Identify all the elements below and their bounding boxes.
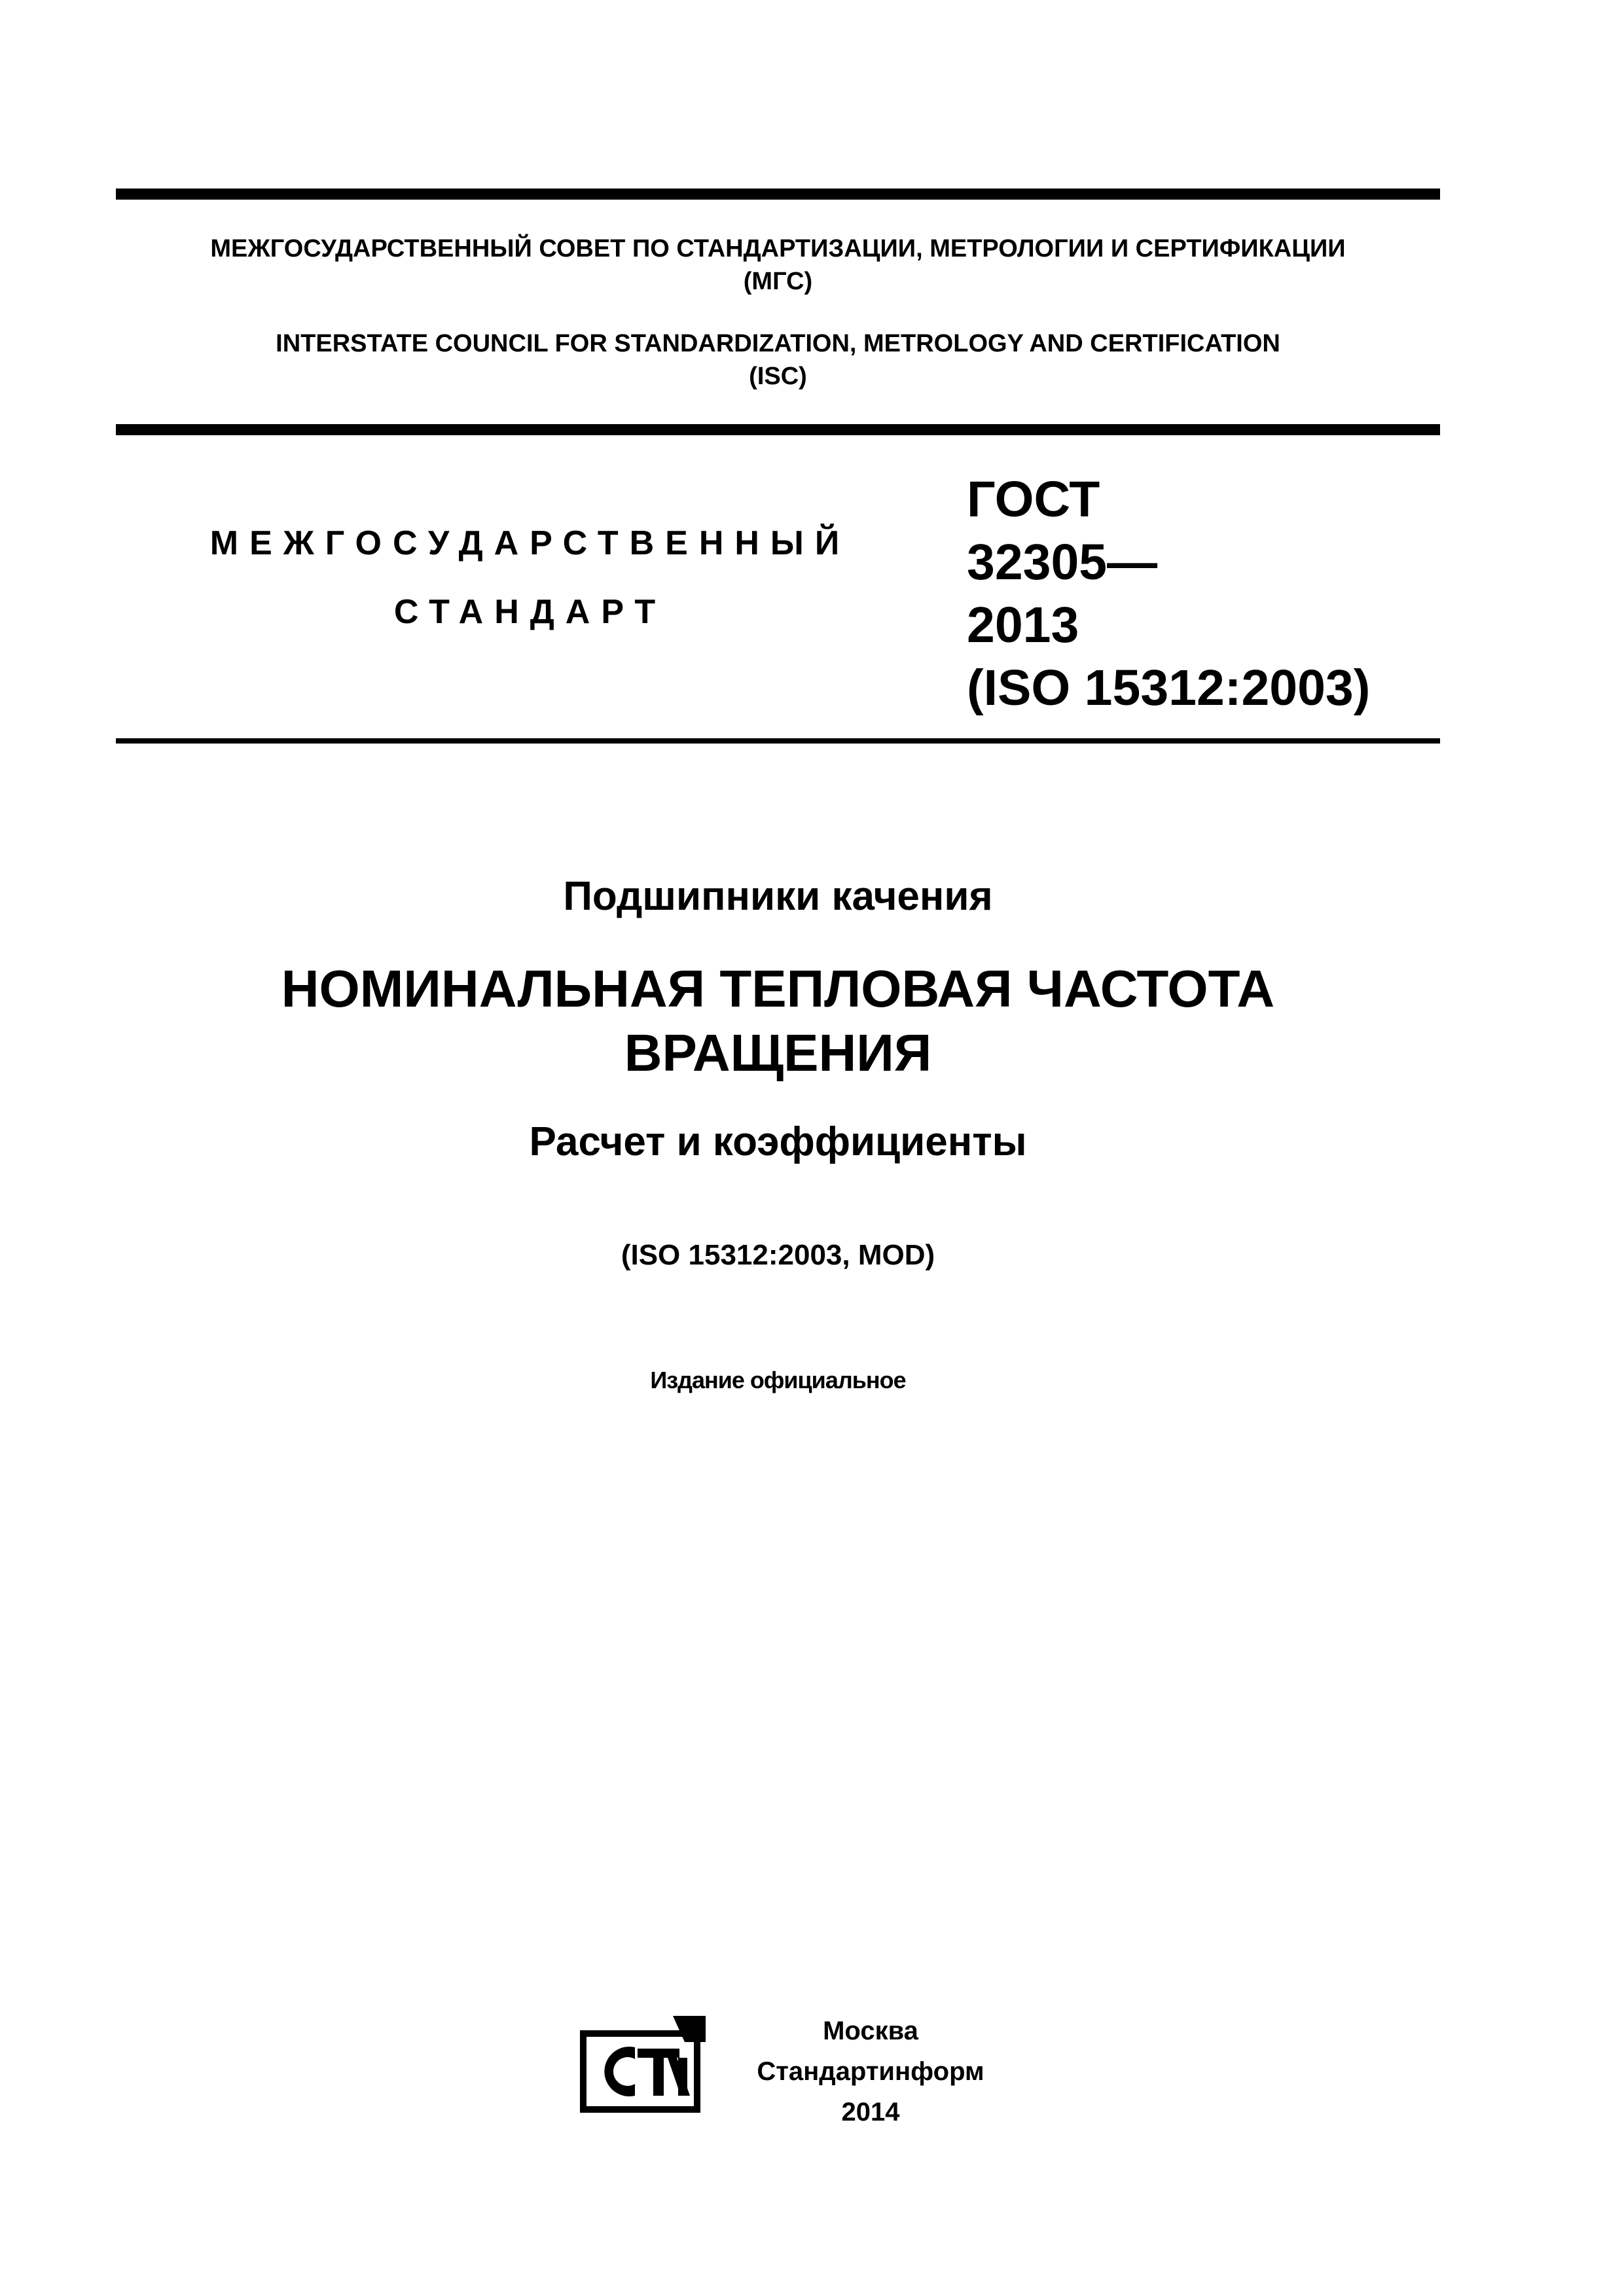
top-rule [116, 188, 1440, 200]
document-title-line2: ВРАЩЕНИЯ [624, 1024, 932, 1082]
council-en-name: INTERSTATE COUNCIL FOR STANDARDIZATION, METROLOGY AND CERTIFICATION [276, 330, 1280, 357]
gost-designation [967, 468, 1425, 719]
publisher-city: Москва [823, 2017, 918, 2045]
document-subject: Подшипники качения [563, 874, 993, 919]
publisher-name: Стандартинформ [757, 2057, 984, 2086]
document-title-line1: НОМИНАЛЬНАЯ ТЕПЛОВАЯ ЧАСТОТА [281, 960, 1275, 1018]
gost-number: 32305— [967, 534, 1158, 590]
council-en-abbr: (ISC) [749, 363, 807, 390]
council-ru-abbr: (МГС) [743, 268, 813, 295]
council-ru [116, 232, 1440, 298]
document-title [116, 957, 1440, 1085]
gost-iso: (ISO 15312:2003) [967, 660, 1371, 716]
gost-prefix: ГОСТ [967, 471, 1100, 528]
standard-type-line2: СТАНДАРТ [393, 593, 667, 631]
standard-type-line1: МЕЖГОСУДАРСТВЕННЫЙ [209, 524, 851, 562]
edition-note: Издание официальное [650, 1367, 906, 1393]
iso-reference: (ISO 15312:2003, MOD) [621, 1239, 935, 1271]
council-ru-name: МЕЖГОСУДАРСТВЕННЫЙ СОВЕТ ПО СТАНДАРТИЗАЦИИ, МЕТРОЛОГИИ И СЕРТИФИКАЦИИ [210, 235, 1346, 262]
publisher-block [733, 2011, 1008, 2132]
gost-year: 2013 [967, 597, 1079, 653]
middle-rule [116, 424, 1440, 435]
council-en [116, 327, 1440, 393]
lower-rule [116, 738, 1440, 744]
document-subtitle: Расчет и коэффициенты [529, 1119, 1027, 1164]
publisher-year: 2014 [841, 2098, 900, 2126]
standartinform-logo-icon [575, 2016, 706, 2117]
